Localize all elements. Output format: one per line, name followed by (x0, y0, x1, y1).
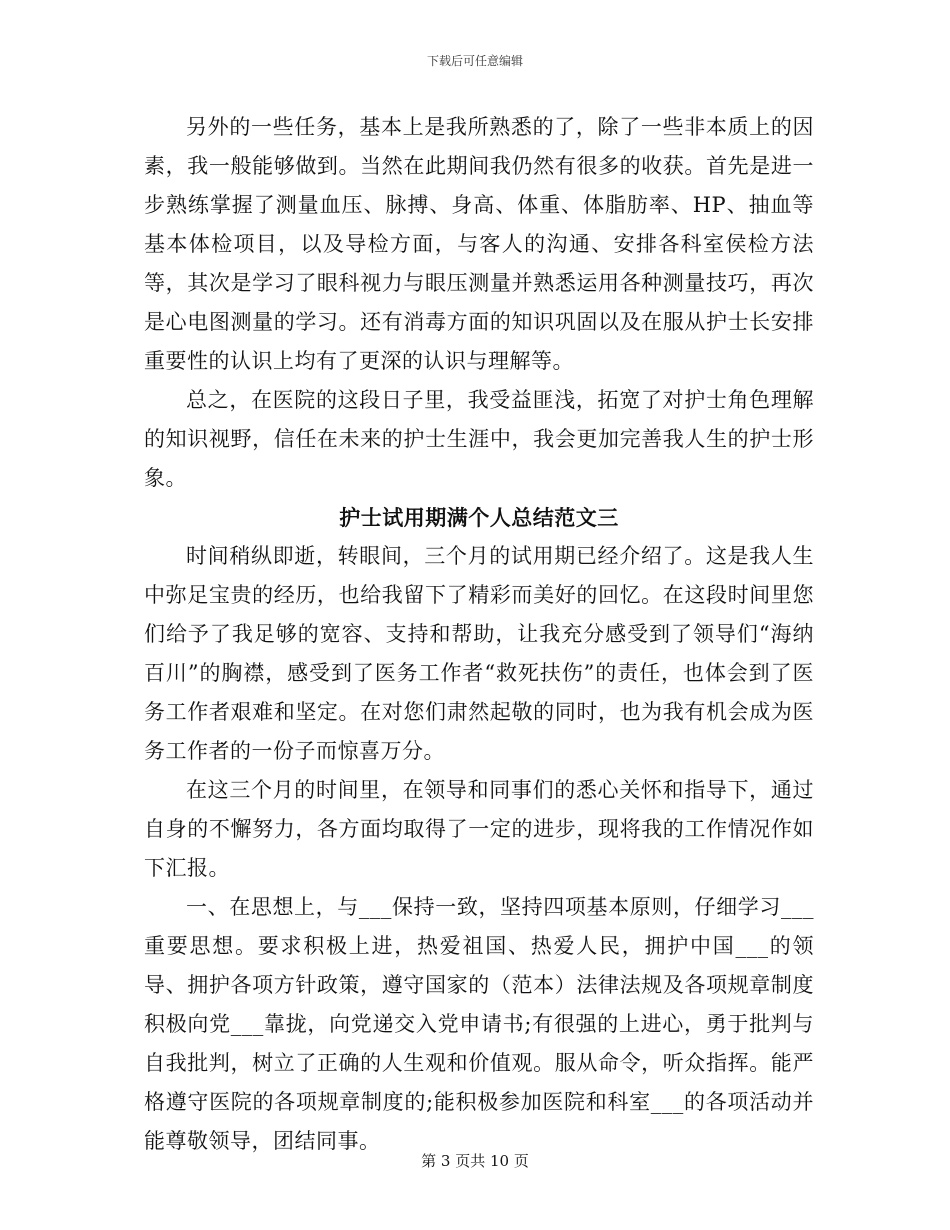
paragraph-conclusion: 总之，在医院的这段日子里，我受益匪浅，拓宽了对护士角色理解的知识视野，信任在未来的护士生涯中，我会更加完善我人生的护士形象。 (144, 388, 814, 490)
page-header-note: 下载后可任意编辑 (426, 54, 523, 68)
paragraph-ideology: 一、在思想上，与___保持一致，坚持四项基本原则，仔细学习___重要思想。要求积极上进，热爱祖国、热爱人民，拥护中国___的领导、拥护各项方针政策，遵守国家的（范本）法律法规及各项规章制度积极向党___靠拢，向党递交入党申请书;有很强的上进心，勇于批判与自我批判，树立了正确的人生观和价值观。服从命令，听众指挥。能严格遵守医院的各项规章制度的;能积极参加医院和科室___的各项活动并能尊敬领导，团结同事。 (144, 895, 814, 1153)
paragraph-intro: 时间稍纵即逝，转眼间，三个月的试用期已经介绍了。这是我人生中弥足宝贵的经历，也给我留下了精彩而美好的回忆。在这段时间里您们给予了我足够的宽容、支持和帮助，让我充分感受到了领导们“海纳百川”的胸襟，感受到了医务工作者“救死扶伤”的责任，也体会到了医务工作者艰难和坚定。在对您们肃然起敬的同时，也为我有机会成为医务工作者的一份子而惊喜万分。 (144, 544, 814, 763)
section-title: 护士试用期满个人总结范文三 (339, 505, 619, 530)
paragraph-report: 在这三个月的时间里，在领导和同事们的悉心关怀和指导下，通过自身的不懈努力，各方面均取得了一定的进步，现将我的工作情况作如下汇报。 (144, 778, 814, 880)
paragraph-gains: 另外的一些任务，基本上是我所熟悉的了，除了一些非本质上的因素，我一般能够做到。当然在此期间我仍然有很多的收获。首先是进一步熟练掌握了测量血压、脉搏、身高、体重、体脂肪率、HP、抽血等基本体检项目，以及导检方面，与客人的沟通、安排各科室侯检方法等，其次是学习了眼科视力与眼压测量并熟悉运用各种测量技巧，再次是心电图测量的学习。还有消毒方面的知识巩固以及在服从护士长安排重要性的认识上均有了更深的认识与理解等。 (144, 115, 814, 373)
page-number: 第 3 页共 10 页 (421, 1152, 529, 1170)
document-body (144, 108, 814, 1161)
